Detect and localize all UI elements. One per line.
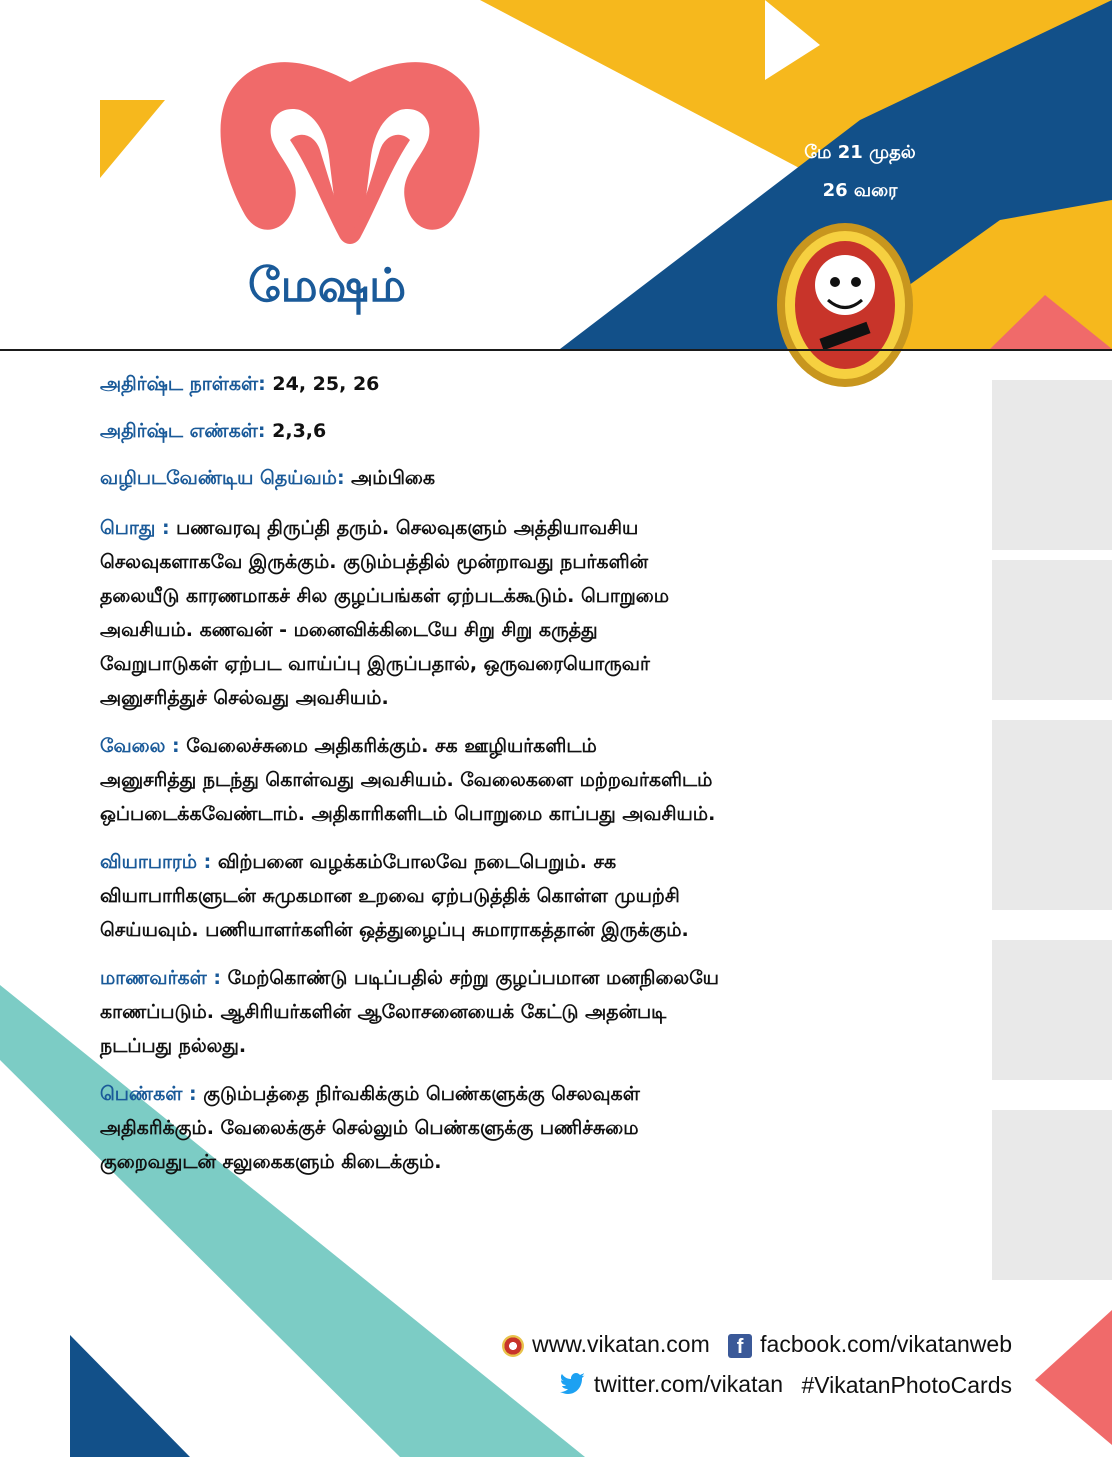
- section-women-text: குடும்பத்தை நிர்வகிக்கும் பெண்களுக்கு செலவுகள் அதிகரிக்கும். வேலைக்குச் செல்லும் பெண்களுக்கு பணிச்சுமை குறைவதுடன் சலுகைகளும் கிடைக்கும்.: [100, 1083, 640, 1173]
- section-students: [100, 961, 900, 1063]
- section-general: [100, 511, 900, 715]
- lucky-days-label: அதிர்ஷ்ட நாள்கள்:: [100, 373, 266, 395]
- watermark-block-5: [992, 1110, 1112, 1280]
- header-divider: [0, 349, 1112, 351]
- section-work-label: வேலை :: [100, 735, 180, 757]
- section-women-label: பெண்கள் :: [100, 1083, 197, 1105]
- coral-bottom-triangle: [1035, 1310, 1112, 1445]
- lucky-numbers-label: அதிர்ஷ்ட எண்கள்:: [100, 420, 266, 442]
- section-women: [100, 1077, 900, 1179]
- vikatan-logo: [777, 223, 913, 387]
- section-work: [100, 729, 900, 831]
- twitter-text: twitter.com/vikatan: [593, 1371, 784, 1398]
- section-students-label: மாணவர்கள் :: [100, 967, 222, 989]
- section-general-label: பொது :: [100, 517, 170, 539]
- lucky-days-value: 24, 25, 26: [265, 373, 380, 395]
- aries-ram-icon: [221, 62, 480, 244]
- deity-value: அம்பிகை: [344, 467, 436, 489]
- footer-row-1: [392, 1330, 1012, 1358]
- watermark-block-4: [992, 940, 1112, 1080]
- date-range-start: மே 21 முதல்: [804, 142, 916, 163]
- deity-row: [100, 464, 900, 492]
- section-general-text: பணவரவு திருப்தி தரும். செலவுகளும் அத்தியாவசிய செலவுகளாகவே இருக்கும். குடும்பத்தில் மூன்றாவது நபர்களின் தலையீடு காரணமாகச் சில குழப்பங்கள் ஏற்படக்கூடும். பொறுமை அவசியம். கணவன் - மனைவிக்கிடையே சிறு சிறு கருத்து வேறுபாடுகள் ஏற்பட வாய்ப்பு இருப்பதால், ஒருவரையொருவர் அனுசரித்துச் செல்வது அவசியம்.: [100, 517, 670, 709]
- horoscope-content: [100, 370, 900, 1193]
- website-text: www.vikatan.com: [532, 1331, 710, 1358]
- deity-label: வழிபடவேண்டிய தெய்வம்:: [100, 467, 345, 489]
- section-business: [100, 845, 900, 947]
- section-business-text: விற்பனை வழக்கம்போலவே நடைபெறும். சக வியாபாரிகளுடன் சுமுகமான உறவை ஏற்படுத்திக் கொள்ள முயற்சி செய்யவும். பணியாளர்களின் ஒத்துழைப்பு சுமாராகத்தான் இருக்கும்.: [100, 851, 689, 941]
- lucky-numbers-value: 2,3,6: [265, 420, 327, 442]
- watermark-block-3: [992, 720, 1112, 910]
- facebook-icon: f: [728, 1334, 752, 1358]
- date-range: [760, 134, 960, 210]
- section-students-text: மேற்கொண்டு படிப்பதில் சற்று குழப்பமான மனநிலையே காணப்படும். ஆசிரியர்களின் ஆலோசனையைக் கேட்டு அதன்படி நடப்பது நல்லது.: [100, 967, 719, 1057]
- zodiac-sign-title: மேஷம்: [248, 258, 407, 312]
- twitter-icon: [560, 1372, 586, 1400]
- hashtag-link[interactable]: [801, 1372, 1012, 1399]
- footer-row-2: [392, 1371, 1012, 1400]
- vikatan-small-logo-icon: [502, 1335, 524, 1357]
- facebook-link[interactable]: [728, 1331, 1012, 1358]
- lucky-days-row: [100, 370, 900, 398]
- watermark-block-2: [992, 560, 1112, 700]
- hashtag-text: #VikatanPhotoCards: [801, 1372, 1012, 1399]
- facebook-text: facbook.com/vikatanweb: [760, 1331, 1012, 1358]
- lucky-numbers-row: [100, 417, 900, 445]
- date-range-end: 26 வரை: [822, 180, 898, 201]
- section-work-text: வேலைச்சுமை அதிகரிக்கும். சக ஊழியர்களிடம் அனுசரித்து நடந்து கொள்வது அவசியம். வேலைகளை மற்றவர்களிடம் ஒப்படைக்கவேண்டாம். அதிகாரிகளிடம் பொறுமை காப்பது அவசியம்.: [100, 735, 716, 825]
- yellow-left-triangle: [100, 100, 165, 178]
- twitter-link[interactable]: [560, 1371, 783, 1400]
- watermark-block-1: [992, 380, 1112, 550]
- website-link[interactable]: [502, 1331, 710, 1358]
- section-business-label: வியாபாரம் :: [100, 851, 212, 873]
